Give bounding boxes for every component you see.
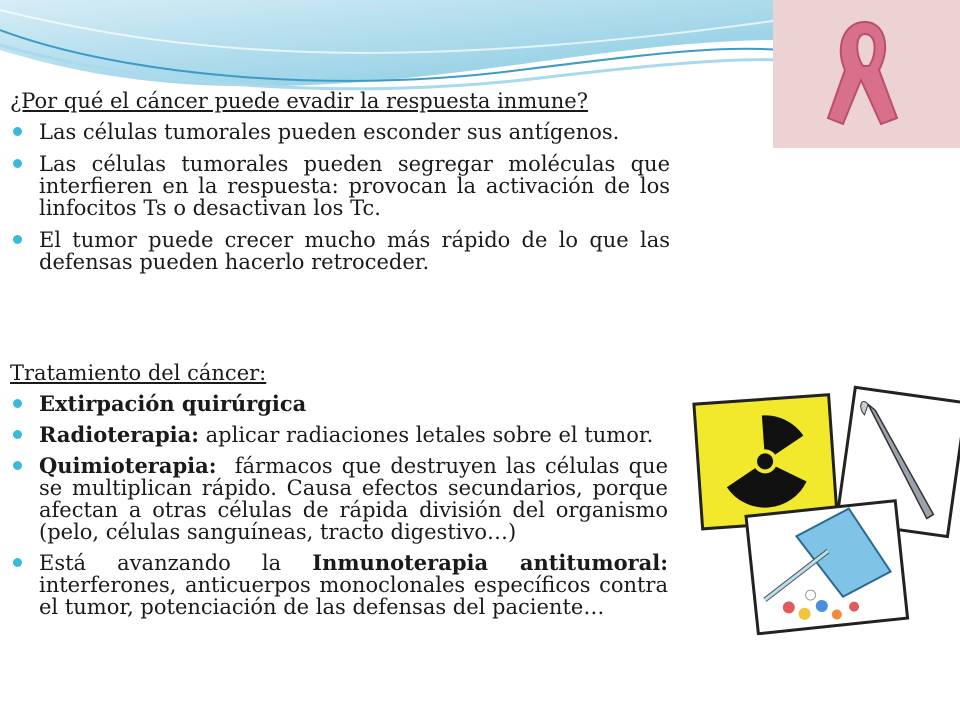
treatment-illustration xyxy=(690,385,960,635)
list-item: Quimioterapia: fármacos que destruyen las células que se multiplican rápido. Causa efectos secundarios, porque afectan a otras células de rápida división del organismo (pelo, células sanguíneas, tracto digestivo…) xyxy=(10,455,668,543)
bullet-icon xyxy=(13,127,22,136)
list-item: Las células tumorales pueden segregar moléculas que interfieren en la respuesta: provocan la activación de los linfocitos Ts o desactivan los Tc. xyxy=(10,153,670,219)
list-item: El tumor puede crecer mucho más rápido de lo que las defensas pueden hacerlo retroceder. xyxy=(10,229,670,273)
pink-ribbon-image xyxy=(773,0,960,148)
bullet-icon xyxy=(13,235,22,244)
immune-evasion-section xyxy=(10,90,670,283)
bullet-icon xyxy=(13,159,22,168)
bullet-icon xyxy=(13,430,22,439)
list-item: Las células tumorales pueden esconder sus antígenos. xyxy=(10,121,670,143)
section-heading: Tratamiento del cáncer: xyxy=(10,361,267,385)
section-heading: ¿Por qué el cáncer puede evadir la respuesta inmune? xyxy=(10,89,588,113)
pink-ribbon-icon xyxy=(773,0,960,148)
list-item: Está avanzando la Inmunoterapia antitumoral: interferones, anticuerpos monoclonales específicos contra el tumor, potenciación de las defensas del paciente… xyxy=(10,552,668,618)
bullet-icon xyxy=(13,399,22,408)
list-item: Radioterapia: aplicar radiaciones letales sobre el tumor. xyxy=(10,424,668,446)
cancer-treatment-section xyxy=(10,361,675,627)
bullet-icon xyxy=(13,461,22,470)
bullet-icon xyxy=(13,558,22,567)
list-item: Extirpación quirúrgica xyxy=(10,393,668,415)
medicine-icon xyxy=(746,501,908,634)
